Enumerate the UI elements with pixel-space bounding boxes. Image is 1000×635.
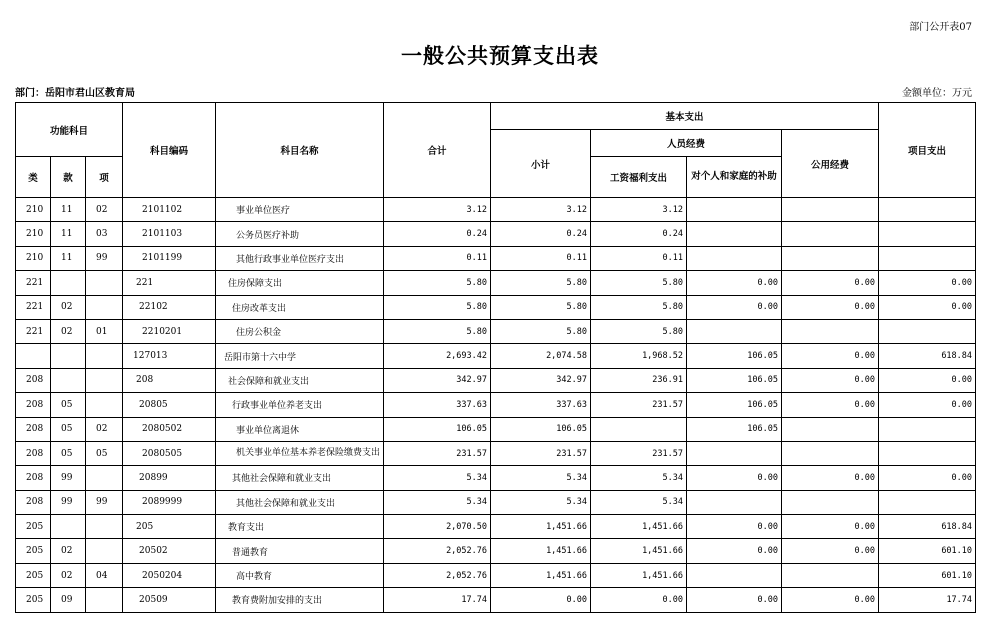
cell-project xyxy=(879,319,976,343)
cell-kuan: 99 xyxy=(51,466,86,490)
cell-salary: 3.12 xyxy=(591,198,687,222)
cell-kuan: 02 xyxy=(51,563,86,587)
cell-name: 事业单位离退休 xyxy=(216,417,384,441)
cell-xiang: 04 xyxy=(86,563,123,587)
cell-public: 0.00 xyxy=(782,344,879,368)
cell-code: 2101102 xyxy=(123,198,216,222)
cell-public xyxy=(782,441,879,465)
cell-name: 其他社会保障和就业支出 xyxy=(216,466,384,490)
cell-salary: 231.57 xyxy=(591,441,687,465)
cell-public: 0.00 xyxy=(782,393,879,417)
table-row xyxy=(16,368,976,392)
cell-individual: 0.00 xyxy=(687,295,782,319)
cell-kuan: 99 xyxy=(51,490,86,514)
cell-lei: 221 xyxy=(16,295,51,319)
cell-code: 2089999 xyxy=(123,490,216,514)
cell-lei: 210 xyxy=(16,198,51,222)
header-subtotal: 小计 xyxy=(491,130,591,198)
form-number: 部门公开表07 xyxy=(909,22,972,33)
cell-total: 5.34 xyxy=(384,466,491,490)
cell-individual: 0.00 xyxy=(687,271,782,295)
cell-lei: 221 xyxy=(16,271,51,295)
cell-individual xyxy=(687,319,782,343)
cell-name: 住房公积金 xyxy=(216,319,384,343)
cell-project xyxy=(879,417,976,441)
cell-name: 其他社会保障和就业支出 xyxy=(216,490,384,514)
cell-subtotal: 1,451.66 xyxy=(491,515,591,539)
cell-lei: 208 xyxy=(16,368,51,392)
cell-total: 2,052.76 xyxy=(384,563,491,587)
cell-kuan xyxy=(51,344,86,368)
header-func-subject: 功能科目 xyxy=(16,103,123,157)
cell-name: 行政事业单位养老支出 xyxy=(216,393,384,417)
table-row xyxy=(16,490,976,514)
cell-kuan: 11 xyxy=(51,222,86,246)
cell-code: 2101103 xyxy=(123,222,216,246)
cell-code: 2101199 xyxy=(123,246,216,270)
cell-xiang: 02 xyxy=(86,417,123,441)
header-project: 项目支出 xyxy=(879,103,976,198)
cell-public: 0.00 xyxy=(782,295,879,319)
cell-subtotal: 1,451.66 xyxy=(491,539,591,563)
page-title: 一般公共预算支出表 xyxy=(401,43,599,68)
cell-public xyxy=(782,246,879,270)
cell-kuan: 11 xyxy=(51,198,86,222)
cell-individual xyxy=(687,441,782,465)
department-label: 部门：岳阳市君山区教育局 xyxy=(15,88,135,99)
cell-subtotal: 1,451.66 xyxy=(491,563,591,587)
cell-public: 0.00 xyxy=(782,515,879,539)
cell-kuan: 02 xyxy=(51,319,86,343)
header-kuan: 款 xyxy=(51,157,86,198)
cell-lei: 221 xyxy=(16,319,51,343)
cell-project: 0.00 xyxy=(879,466,976,490)
cell-public xyxy=(782,563,879,587)
cell-name: 普通教育 xyxy=(216,539,384,563)
cell-subtotal: 5.34 xyxy=(491,490,591,514)
table-row xyxy=(16,417,976,441)
cell-subtotal: 5.34 xyxy=(491,466,591,490)
table-row xyxy=(16,466,976,490)
cell-total: 5.80 xyxy=(384,295,491,319)
cell-kuan: 09 xyxy=(51,588,86,612)
cell-lei: 210 xyxy=(16,246,51,270)
cell-code: 221 xyxy=(123,271,216,295)
cell-subtotal: 5.80 xyxy=(491,271,591,295)
cell-lei: 208 xyxy=(16,441,51,465)
cell-subtotal: 106.05 xyxy=(491,417,591,441)
cell-code: 2050204 xyxy=(123,563,216,587)
cell-subtotal: 5.80 xyxy=(491,295,591,319)
cell-project: 0.00 xyxy=(879,393,976,417)
budget-expenditure-table xyxy=(15,102,976,613)
cell-lei: 205 xyxy=(16,588,51,612)
table-row xyxy=(16,563,976,587)
cell-salary: 5.34 xyxy=(591,490,687,514)
cell-code: 20805 xyxy=(123,393,216,417)
cell-total: 5.80 xyxy=(384,271,491,295)
cell-xiang xyxy=(86,368,123,392)
cell-project xyxy=(879,222,976,246)
cell-salary: 1,451.66 xyxy=(591,563,687,587)
header-total: 合计 xyxy=(384,103,491,198)
cell-salary: 0.11 xyxy=(591,246,687,270)
table-row xyxy=(16,295,976,319)
cell-subtotal: 3.12 xyxy=(491,198,591,222)
cell-name: 机关事业单位基本养老保险缴费支出 xyxy=(216,441,384,465)
cell-code: 208 xyxy=(123,368,216,392)
cell-individual: 0.00 xyxy=(687,588,782,612)
cell-individual: 0.00 xyxy=(687,515,782,539)
cell-individual xyxy=(687,198,782,222)
cell-subtotal: 231.57 xyxy=(491,441,591,465)
header-code: 科目编码 xyxy=(123,103,216,198)
cell-total: 2,693.42 xyxy=(384,344,491,368)
table-row xyxy=(16,319,976,343)
table-row xyxy=(16,198,976,222)
cell-subtotal: 0.11 xyxy=(491,246,591,270)
cell-public xyxy=(782,417,879,441)
header-xiang: 项 xyxy=(86,157,123,198)
cell-kuan: 05 xyxy=(51,393,86,417)
header-personnel: 人员经费 xyxy=(591,130,782,157)
table-header xyxy=(16,103,976,198)
cell-lei: 205 xyxy=(16,563,51,587)
cell-code: 2080505 xyxy=(123,441,216,465)
cell-project: 17.74 xyxy=(879,588,976,612)
cell-total: 2,052.76 xyxy=(384,539,491,563)
cell-public xyxy=(782,198,879,222)
cell-public: 0.00 xyxy=(782,466,879,490)
cell-name: 其他行政事业单位医疗支出 xyxy=(216,246,384,270)
cell-project xyxy=(879,441,976,465)
cell-project: 601.10 xyxy=(879,539,976,563)
table-row xyxy=(16,441,976,465)
cell-salary: 5.34 xyxy=(591,466,687,490)
table-row xyxy=(16,539,976,563)
cell-salary: 1,451.66 xyxy=(591,539,687,563)
cell-name: 事业单位医疗 xyxy=(216,198,384,222)
header-lei: 类 xyxy=(16,157,51,198)
cell-xiang xyxy=(86,515,123,539)
cell-kuan: 05 xyxy=(51,441,86,465)
cell-lei: 208 xyxy=(16,466,51,490)
cell-subtotal: 0.24 xyxy=(491,222,591,246)
table-row xyxy=(16,246,976,270)
cell-kuan: 02 xyxy=(51,295,86,319)
cell-project xyxy=(879,198,976,222)
cell-individual xyxy=(687,490,782,514)
cell-name: 岳阳市第十六中学 xyxy=(216,344,384,368)
cell-name: 高中教育 xyxy=(216,563,384,587)
cell-salary xyxy=(591,417,687,441)
cell-project: 601.10 xyxy=(879,563,976,587)
cell-individual: 106.05 xyxy=(687,417,782,441)
cell-project xyxy=(879,246,976,270)
cell-individual: 106.05 xyxy=(687,393,782,417)
header-basic: 基本支出 xyxy=(491,103,879,130)
cell-project xyxy=(879,490,976,514)
cell-total: 3.12 xyxy=(384,198,491,222)
cell-salary: 236.91 xyxy=(591,368,687,392)
cell-public: 0.00 xyxy=(782,588,879,612)
cell-lei: 205 xyxy=(16,515,51,539)
cell-salary: 5.80 xyxy=(591,319,687,343)
cell-name: 教育支出 xyxy=(216,515,384,539)
cell-total: 106.05 xyxy=(384,417,491,441)
cell-salary: 0.24 xyxy=(591,222,687,246)
table-body xyxy=(16,198,976,613)
cell-subtotal: 337.63 xyxy=(491,393,591,417)
cell-total: 2,070.50 xyxy=(384,515,491,539)
cell-xiang xyxy=(86,271,123,295)
cell-name: 公务员医疗补助 xyxy=(216,222,384,246)
cell-xiang: 99 xyxy=(86,490,123,514)
header-public: 公用经费 xyxy=(782,130,879,198)
table-row xyxy=(16,344,976,368)
cell-xiang: 99 xyxy=(86,246,123,270)
cell-project: 618.84 xyxy=(879,344,976,368)
cell-project: 618.84 xyxy=(879,515,976,539)
cell-total: 17.74 xyxy=(384,588,491,612)
table-row xyxy=(16,515,976,539)
cell-individual xyxy=(687,563,782,587)
cell-total: 342.97 xyxy=(384,368,491,392)
cell-name: 住房保障支出 xyxy=(216,271,384,295)
cell-individual xyxy=(687,222,782,246)
header-individual: 对个人和家庭的补助 xyxy=(687,157,782,198)
cell-total: 5.80 xyxy=(384,319,491,343)
header-salary: 工资福利支出 xyxy=(591,157,687,198)
cell-subtotal: 2,074.58 xyxy=(491,344,591,368)
cell-individual xyxy=(687,246,782,270)
cell-salary: 0.00 xyxy=(591,588,687,612)
cell-public xyxy=(782,490,879,514)
cell-salary: 231.57 xyxy=(591,393,687,417)
cell-xiang xyxy=(86,295,123,319)
cell-total: 0.11 xyxy=(384,246,491,270)
cell-xiang xyxy=(86,539,123,563)
cell-xiang: 05 xyxy=(86,441,123,465)
cell-code: 127013 xyxy=(123,344,216,368)
cell-code: 20509 xyxy=(123,588,216,612)
cell-total: 337.63 xyxy=(384,393,491,417)
cell-total: 231.57 xyxy=(384,441,491,465)
cell-xiang xyxy=(86,344,123,368)
cell-salary: 5.80 xyxy=(591,295,687,319)
cell-xiang: 03 xyxy=(86,222,123,246)
cell-individual: 0.00 xyxy=(687,539,782,563)
table-row xyxy=(16,588,976,612)
cell-name: 住房改革支出 xyxy=(216,295,384,319)
cell-public: 0.00 xyxy=(782,271,879,295)
cell-total: 5.34 xyxy=(384,490,491,514)
cell-kuan xyxy=(51,271,86,295)
cell-lei: 208 xyxy=(16,417,51,441)
table-row xyxy=(16,271,976,295)
cell-project: 0.00 xyxy=(879,271,976,295)
cell-kuan: 02 xyxy=(51,539,86,563)
cell-public: 0.00 xyxy=(782,539,879,563)
cell-salary: 5.80 xyxy=(591,271,687,295)
cell-lei: 210 xyxy=(16,222,51,246)
cell-project: 0.00 xyxy=(879,368,976,392)
cell-xiang xyxy=(86,588,123,612)
cell-xiang: 02 xyxy=(86,198,123,222)
cell-code: 2080502 xyxy=(123,417,216,441)
cell-subtotal: 5.80 xyxy=(491,319,591,343)
cell-lei xyxy=(16,344,51,368)
cell-salary: 1,451.66 xyxy=(591,515,687,539)
cell-lei: 208 xyxy=(16,393,51,417)
cell-code: 22102 xyxy=(123,295,216,319)
cell-individual: 0.00 xyxy=(687,466,782,490)
table-row xyxy=(16,393,976,417)
cell-individual: 106.05 xyxy=(687,368,782,392)
cell-code: 2210201 xyxy=(123,319,216,343)
cell-code: 20899 xyxy=(123,466,216,490)
cell-public: 0.00 xyxy=(782,368,879,392)
cell-kuan: 11 xyxy=(51,246,86,270)
cell-name: 教育费附加安排的支出 xyxy=(216,588,384,612)
cell-individual: 106.05 xyxy=(687,344,782,368)
cell-xiang xyxy=(86,466,123,490)
cell-subtotal: 342.97 xyxy=(491,368,591,392)
cell-xiang: 01 xyxy=(86,319,123,343)
cell-salary: 1,968.52 xyxy=(591,344,687,368)
cell-code: 20502 xyxy=(123,539,216,563)
table-row xyxy=(16,222,976,246)
cell-lei: 208 xyxy=(16,490,51,514)
amount-unit-label: 金额单位：万元 xyxy=(902,88,972,99)
cell-kuan xyxy=(51,515,86,539)
cell-name: 社会保障和就业支出 xyxy=(216,368,384,392)
cell-kuan: 05 xyxy=(51,417,86,441)
cell-xiang xyxy=(86,393,123,417)
cell-lei: 205 xyxy=(16,539,51,563)
header-name: 科目名称 xyxy=(216,103,384,198)
cell-public xyxy=(782,319,879,343)
cell-public xyxy=(782,222,879,246)
cell-total: 0.24 xyxy=(384,222,491,246)
cell-kuan xyxy=(51,368,86,392)
cell-subtotal: 0.00 xyxy=(491,588,591,612)
cell-project: 0.00 xyxy=(879,295,976,319)
cell-code: 205 xyxy=(123,515,216,539)
